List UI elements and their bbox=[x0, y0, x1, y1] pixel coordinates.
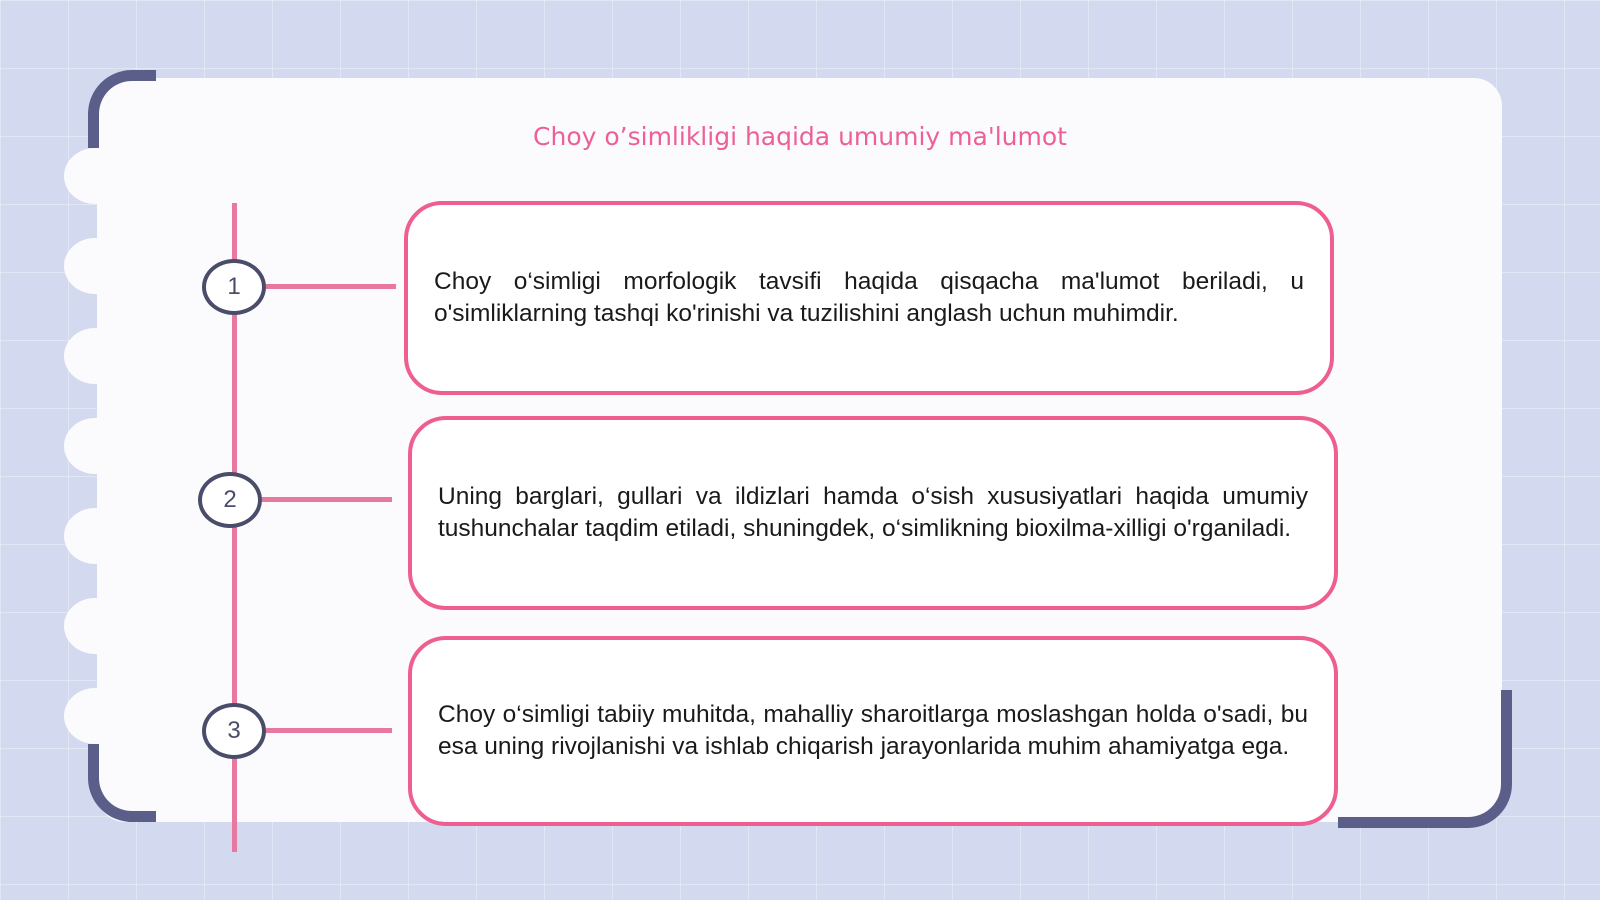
notebook-edge-bump bbox=[64, 328, 126, 384]
step-text-2: Uning barglari, gullari va ildizlari hamda o‘sish xususiyatlari haqida umumiy tushunchalar taqdim etiladi, shuningdek, o‘simlikning bioxilma-xilligi o'rganiladi. bbox=[438, 483, 1308, 542]
corner-bracket-bottom-left bbox=[88, 744, 156, 822]
notebook-edge-bump bbox=[64, 688, 126, 744]
step-text-1: Choy o‘simligi morfologik tavsifi haqida qisqacha ma'lumot beriladi, u o'simliklarning tashqi ko'rinishi va tuzilishini anglash uchun muhimdir. bbox=[434, 268, 1304, 327]
step-card-2 bbox=[408, 416, 1338, 610]
notebook-edge-bump bbox=[64, 508, 126, 564]
slide-title: Choy o’simlikligi haqida umumiy ma'lumot bbox=[533, 122, 1067, 151]
step-card-1 bbox=[404, 201, 1334, 395]
connector-line-3 bbox=[266, 728, 392, 733]
notebook-edge-bump bbox=[64, 418, 126, 474]
notebook-edge-bump bbox=[64, 148, 126, 204]
notebook-edge-bump bbox=[64, 238, 126, 294]
step-number-2: 2 bbox=[198, 472, 262, 528]
connector-line-2 bbox=[262, 497, 392, 502]
connector-line-1 bbox=[266, 284, 396, 289]
step-card-3 bbox=[408, 636, 1338, 826]
corner-bracket-bottom-right bbox=[1338, 690, 1512, 828]
step-text-3: Choy o‘simligi tabiiy muhitda, mahalliy sharoitlarga moslashgan holda o'sadi, bu esa uning rivojlanishi va ishlab chiqarish jarayonlarida muhim ahamiyatga ega. bbox=[438, 701, 1308, 760]
step-number-3: 3 bbox=[202, 703, 266, 759]
step-number-1: 1 bbox=[202, 259, 266, 315]
notebook-edge-bump bbox=[64, 598, 126, 654]
